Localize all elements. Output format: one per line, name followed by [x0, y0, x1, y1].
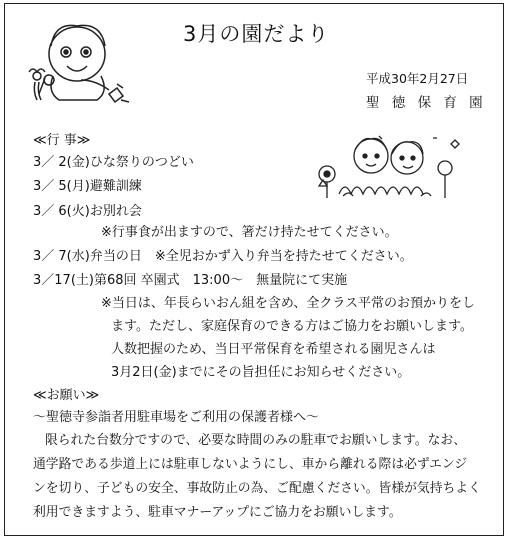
- request-line: 通学路である歩道上には駐車しないようにし、車から離れる際は必ずエンジ: [33, 457, 468, 472]
- request-line: 利用できますよう、駐車マナーアップにご協力をお願いします。: [33, 505, 402, 520]
- children-illustration: [313, 134, 463, 200]
- event-note: ます。ただし、家庭保育のできる方はご協力をお願いします。: [111, 319, 473, 334]
- event-line: 3／ 5(月)避難訓練: [33, 179, 142, 194]
- issue-date: 平成30年2月27日: [366, 71, 469, 86]
- event-note: 3月2日(金)までにその旨担任にお知らせください。: [111, 365, 411, 380]
- request-line: ンを切り、子どもの安全、事故防止の為、ご配慮ください。皆様が気持ちよく: [33, 481, 481, 496]
- request-subtitle: ～聖徳寺参詣者用駐車場をご利用の保護者様へ～: [33, 410, 320, 425]
- event-line: 3／ 2(金)ひな祭りのつどい: [33, 155, 194, 170]
- event-note: ※行事食が出ますので、箸だけ持たせてください。: [101, 225, 398, 240]
- event-note: ※当日は、年長らいおん組を含め、全クラス平常のお預かりをし: [101, 296, 475, 311]
- newsletter-title: 3月の園だより: [183, 22, 330, 46]
- event-line: 3／17(土)第68回 卒園式 13:00～ 無量院にて実施: [33, 273, 348, 288]
- organization-name: 聖 徳 保 育 園: [366, 95, 487, 111]
- event-line: 3／ 7(水)弁当の日 ※全児おかず入り弁当を持たせてください。: [33, 249, 413, 264]
- request-header: ≪お願い≫: [33, 388, 100, 403]
- event-line: 3／ 6(火)お別れ会: [33, 204, 142, 219]
- mascot-illustration: [17, 10, 135, 108]
- events-header: ≪行 事≫: [33, 133, 91, 148]
- event-note: 人数把握のため、当日平常保育を希望される園児さんは: [111, 342, 436, 357]
- newsletter-sheet: [4, 3, 504, 536]
- request-line: 限られた台数分ですので、必要な時間のみの駐車でお願いします。なお、: [45, 433, 467, 448]
